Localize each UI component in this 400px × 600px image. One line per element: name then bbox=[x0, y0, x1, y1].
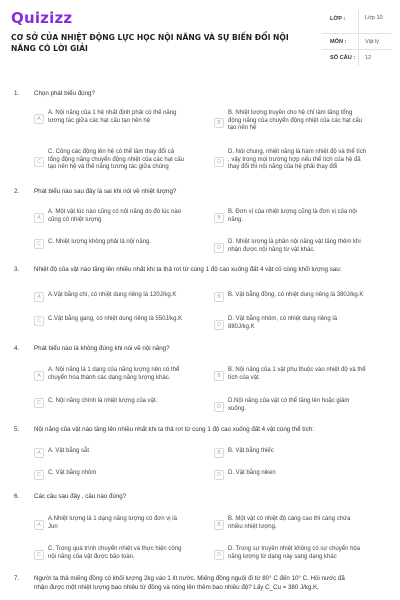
option-text bbox=[48, 149, 184, 172]
option-text-line: Jun bbox=[48, 523, 58, 530]
option-text-line: nhận được nội năng từ vật khác. bbox=[228, 246, 316, 253]
question-stem-line: Nhiệt độ của vật nào tăng lên nhiều nhất khi ta thả rơi từ cùng 1 độ cao xuống đất 4 vật có cùng khối lượng sau: bbox=[34, 266, 342, 273]
option-text bbox=[228, 516, 350, 531]
option-text-line: chuyển hóa thành các dạng năng lượng khác. bbox=[48, 374, 171, 381]
answer-option-b[interactable] bbox=[214, 292, 394, 302]
question-number: 6. bbox=[14, 493, 20, 500]
count-value: 12 bbox=[365, 55, 372, 61]
answer-option-a[interactable] bbox=[34, 209, 209, 223]
option-text-line: A. Vật bằng sắt bbox=[48, 448, 90, 454]
answer-option-c[interactable] bbox=[34, 546, 209, 560]
option-text-line: 880J/kg.K bbox=[228, 323, 255, 330]
meta-count bbox=[322, 50, 392, 66]
option-text-line: năng lượng từ dạng này sang dạng khác bbox=[228, 553, 337, 560]
option-text-line: B. Đơn vị của nhiệt lượng cũng là đơn vị của nội bbox=[228, 209, 357, 215]
answer-option-b[interactable] bbox=[214, 367, 394, 381]
option-text bbox=[228, 470, 276, 478]
page-title: CƠ SỞ CỦA NHIỆT ĐỘNG LỰC HỌC NỘI NĂNG VÀ SỰ BIẾN ĐỔI NỘI NĂNG CÓ LỜI GIẢI bbox=[11, 33, 289, 53]
answer-option-a[interactable] bbox=[34, 292, 209, 302]
option-text bbox=[228, 316, 337, 331]
answer-option-c[interactable] bbox=[34, 149, 209, 171]
option-letter-box[interactable]: D bbox=[214, 402, 224, 412]
option-text-line: thay đổi thì nội năng của hệ phải thay đổi bbox=[228, 164, 338, 171]
question-stem-line: Phát biểu nào là không đúng khi nói về nội năng? bbox=[34, 345, 170, 352]
option-letter-box[interactable]: C bbox=[34, 550, 44, 560]
option-text bbox=[48, 316, 182, 324]
option-letter-box[interactable]: A bbox=[34, 292, 44, 302]
question-number: 3. bbox=[14, 266, 20, 273]
option-text bbox=[48, 209, 181, 224]
question-number: 2. bbox=[14, 188, 20, 195]
option-letter-box[interactable]: B bbox=[214, 213, 224, 223]
option-text-line: B. Một vật có nhiệt độ càng cao thì càng chứa bbox=[228, 516, 351, 522]
answer-option-d[interactable] bbox=[214, 316, 394, 330]
meta-subject bbox=[322, 34, 392, 50]
grade-value: Lớp 10 bbox=[365, 15, 383, 21]
option-letter-box[interactable]: B bbox=[214, 520, 224, 530]
option-text bbox=[228, 110, 362, 133]
option-text-line: A.Vật bằng chì, có nhiệt dung riêng là 120J/kg.K bbox=[48, 292, 177, 298]
option-text bbox=[48, 470, 96, 478]
option-text-line: A. Nội năng của 1 hệ nhất định phải có thế năng bbox=[48, 110, 177, 116]
option-text-line: D. Nói chung, nhiệt năng là hàm nhiệt độ và thể tích bbox=[228, 149, 367, 155]
option-text-line: B. Vật bằng đồng, có nhiệt dung riêng là 380J/kg.K bbox=[228, 292, 364, 298]
option-text-line: D.Nội năng của vật có thể tăng lên hoặc giảm bbox=[228, 398, 350, 404]
count-label: SỐ CÂU : bbox=[330, 55, 356, 61]
option-letter-box[interactable]: D bbox=[214, 550, 224, 560]
option-text bbox=[228, 209, 357, 224]
option-text-line: B. Vật bằng thiếc bbox=[228, 448, 274, 454]
option-text bbox=[228, 149, 366, 172]
option-text-line: C. Nhiệt lượng không phải là nội năng. bbox=[48, 239, 152, 245]
option-letter-box[interactable]: A bbox=[34, 520, 44, 530]
question-stem-line: Phát biểu nào sau đây là sai khi nói về nhiệt lượng? bbox=[34, 188, 177, 195]
option-text-line: tổng động năng chuyển động nhiệt của các hạt cấu bbox=[48, 156, 185, 163]
answer-option-a[interactable] bbox=[34, 448, 209, 458]
option-text bbox=[228, 546, 360, 561]
question-number: 7. bbox=[14, 575, 20, 582]
question-stem-line: Các câu sau đây , câu nào đúng? bbox=[34, 493, 127, 500]
option-text-line: C. Công các động lên hệ có thể làm thay đổi cả bbox=[48, 149, 175, 155]
option-letter-box[interactable]: A bbox=[34, 448, 44, 458]
question-stem bbox=[34, 575, 390, 592]
answer-option-d[interactable] bbox=[214, 398, 394, 412]
question-stem bbox=[34, 266, 390, 275]
question-number: 4. bbox=[14, 345, 20, 352]
question-stem-line: Nội năng của vật nào tăng lên nhiều nhất khi ta thả rơi từ cùng 1 độ cao xuống đất 4 vật cùng thể tích: bbox=[34, 426, 314, 433]
option-text bbox=[228, 398, 349, 413]
option-text bbox=[48, 398, 157, 406]
option-text bbox=[48, 239, 151, 247]
question-stem-line: nhận được một nhiệt lượng bao nhiêu từ đồng và nóng lên thêm bao nhiêu độ? Lấy C_Cu = 380 J/kg.K, bbox=[34, 583, 319, 591]
answer-option-c[interactable] bbox=[34, 398, 209, 408]
option-letter-box[interactable]: C bbox=[34, 398, 44, 408]
option-letter-box[interactable]: C bbox=[34, 157, 44, 167]
option-text bbox=[48, 516, 177, 531]
subject-value: Vật lý bbox=[365, 39, 379, 45]
option-letter-box[interactable]: D bbox=[214, 157, 224, 167]
question-stem bbox=[34, 345, 390, 354]
option-text bbox=[48, 448, 89, 456]
option-letter-box[interactable]: C bbox=[34, 316, 44, 326]
option-text-line: D. Nhiệt lượng là phần nội năng vật tăng thêm khi bbox=[228, 239, 361, 245]
answer-option-a[interactable] bbox=[34, 110, 209, 124]
answer-option-c[interactable] bbox=[34, 470, 209, 480]
answer-option-b[interactable] bbox=[214, 516, 394, 530]
answer-option-d[interactable] bbox=[214, 149, 394, 171]
option-text-line: năng. bbox=[228, 216, 244, 223]
option-text bbox=[228, 292, 363, 300]
option-text-line: D. Trong sự truyền nhiệt không có sự chuyển hóa bbox=[228, 546, 361, 552]
question-stem-line: Chọn phát biểu đúng? bbox=[34, 90, 95, 97]
option-text bbox=[48, 546, 181, 561]
option-text-line: C.Vật bằng gang, có nhiệt dung riêng là 550J/kg.K bbox=[48, 316, 183, 322]
option-text-line: động năng của chuyển động nhiệt của các hạt cấu bbox=[228, 117, 363, 124]
option-text-line: C. Trong quá trình chuyển nhiệt và thực hiện công bbox=[48, 546, 182, 552]
question-stem bbox=[34, 493, 390, 502]
option-letter-box[interactable]: A bbox=[34, 371, 44, 381]
question-stem bbox=[34, 188, 390, 197]
answer-option-a[interactable] bbox=[34, 516, 209, 530]
option-text-line: nội năng của vật được bảo toàn. bbox=[48, 553, 135, 560]
answer-option-a[interactable] bbox=[34, 367, 209, 381]
option-text-line: B. Nhiệt lượng truyền cho hệ chỉ làm tăng tổng bbox=[228, 110, 353, 116]
subject-label: MÔN : bbox=[330, 39, 347, 45]
option-text-line: tạo nên hệ và thế năng tương tác giữa chúng bbox=[48, 164, 169, 171]
question-stem bbox=[34, 90, 390, 99]
option-text-line: D. Vật bằng niken bbox=[228, 470, 276, 476]
option-letter-box[interactable]: B bbox=[214, 292, 224, 302]
option-text bbox=[48, 110, 176, 125]
option-text-line: nhiều nhiệt lượng. bbox=[228, 523, 277, 530]
option-letter-box[interactable]: D bbox=[214, 243, 224, 253]
option-text-line: C. Vật bằng nhôm bbox=[48, 470, 97, 476]
option-letter-box[interactable]: B bbox=[214, 371, 224, 381]
answer-option-d[interactable] bbox=[214, 470, 394, 480]
option-text-line: tích của vật. bbox=[228, 374, 261, 381]
option-text-line: A.Nhiệt lượng là 1 dạng năng lượng có đơn vị là bbox=[48, 516, 177, 522]
grade-label: LỚP : bbox=[330, 16, 346, 22]
option-text-line: A. Một vật lúc nào cũng có nội năng do đó lúc nào bbox=[48, 209, 182, 215]
answer-option-c[interactable] bbox=[34, 316, 209, 326]
question-number: 5. bbox=[14, 426, 20, 433]
question-number: 1. bbox=[14, 90, 20, 97]
option-letter-box[interactable]: B bbox=[214, 118, 224, 128]
answer-option-b[interactable] bbox=[214, 448, 394, 458]
question-stem-line: Người ta thả miếng đồng có khối lượng 2kg vào 1 lít nước. Miếng đồng nguội đi từ 80° C đến 10° C. Hỏi nước đã bbox=[34, 575, 345, 582]
option-letter-box[interactable]: B bbox=[214, 448, 224, 458]
option-text-line: cũng có nhiệt lượng bbox=[48, 216, 102, 223]
option-letter-box[interactable]: A bbox=[34, 114, 44, 124]
option-text bbox=[228, 239, 361, 254]
option-letter-box[interactable]: A bbox=[34, 213, 44, 223]
option-text-line: D. Vật bằng nhôm, có nhiệt dung riêng là bbox=[228, 316, 338, 322]
answer-option-d[interactable] bbox=[214, 239, 394, 253]
option-text-line: tạo nên hệ bbox=[228, 125, 257, 132]
answer-option-b[interactable] bbox=[214, 209, 394, 223]
answer-option-d[interactable] bbox=[214, 546, 394, 560]
option-text-line: tương tác giữa các hạt cấu tạo nên hệ bbox=[48, 117, 151, 124]
answer-option-c[interactable] bbox=[34, 239, 209, 249]
meta-grade bbox=[322, 10, 392, 34]
option-letter-box[interactable]: C bbox=[34, 239, 44, 249]
option-text-line: A. Nội năng là 1 dạng của năng lượng nên có thể bbox=[48, 367, 180, 373]
option-text bbox=[228, 448, 274, 456]
option-text-line: , vậy trong mọi trường hợp nếu thể tích của hệ đã bbox=[228, 156, 361, 163]
option-text bbox=[48, 292, 176, 300]
option-letter-box[interactable]: D bbox=[214, 470, 224, 480]
option-text-line: C. Nội năng chính là nhiệt lượng của vật. bbox=[48, 398, 158, 404]
answer-option-b[interactable] bbox=[214, 110, 394, 132]
option-text-line: B. Nội năng của 1 vật phụ thuộc vào nhiệt độ và thể bbox=[228, 367, 366, 373]
quizizz-logo: Quizizz bbox=[11, 9, 73, 27]
option-letter-box[interactable]: D bbox=[214, 320, 224, 330]
option-text bbox=[48, 367, 179, 382]
option-letter-box[interactable]: C bbox=[34, 470, 44, 480]
option-text-line: xuống. bbox=[228, 405, 247, 412]
option-text bbox=[228, 367, 366, 382]
question-stem bbox=[34, 426, 390, 435]
